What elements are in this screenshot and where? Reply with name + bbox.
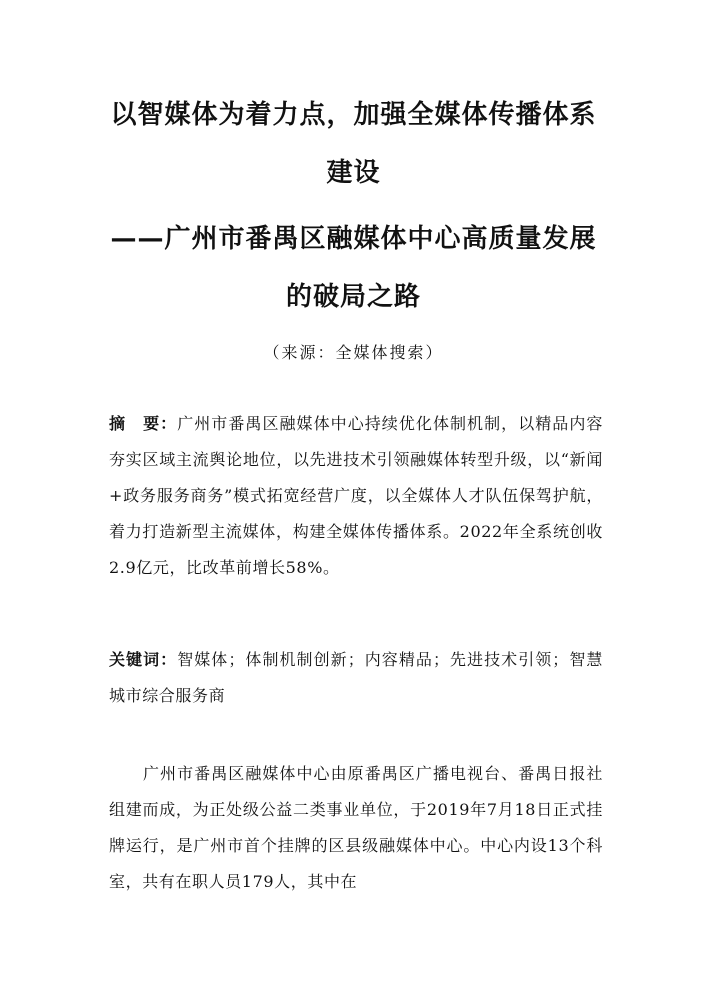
keywords-text: 智媒体；体制机制创新；内容精品；先进技术引领；智慧城市综合服务商 xyxy=(109,650,603,705)
abstract-text: 广州市番禺区融媒体中心持续优化体制机制，以精品内容夯实区域主流舆论地位，以先进技术引领融媒体转型升级，以“新闻+政务服务商务”模式拓宽经营广度，以全媒体人才队伍保驾护航，着力打造新型主流媒体，构建全媒体传播体系。2022年全系统创收2.9亿元，比改革前增长58%。 xyxy=(109,414,603,577)
subtitle-line-2: 的破局之路 xyxy=(285,282,421,312)
keywords-label: 关键词： xyxy=(109,650,178,669)
title-line-1: 以智媒体为着力点，加强全媒体传播体系 xyxy=(110,100,597,130)
source-note: （来源：全媒体搜索） xyxy=(263,343,444,362)
abstract-paragraph xyxy=(109,406,603,586)
body-paragraph: 广州市番禺区融媒体中心由原番禺区广播电视台、番禺日报社组建而成，为正处级公益二类事业单位，于2019年7月18日正式挂牌运行，是广州市首个挂牌的区县级融媒体中心。中心内设13个科室，共有在职人员179人，其中在 xyxy=(109,764,603,891)
keywords-paragraph xyxy=(109,642,603,714)
title-line-2: 建设 xyxy=(326,158,381,188)
subtitle-line-1: ——广州市番禺区融媒体中心高质量发展 xyxy=(110,224,597,254)
abstract-label: 摘 要： xyxy=(109,414,178,433)
